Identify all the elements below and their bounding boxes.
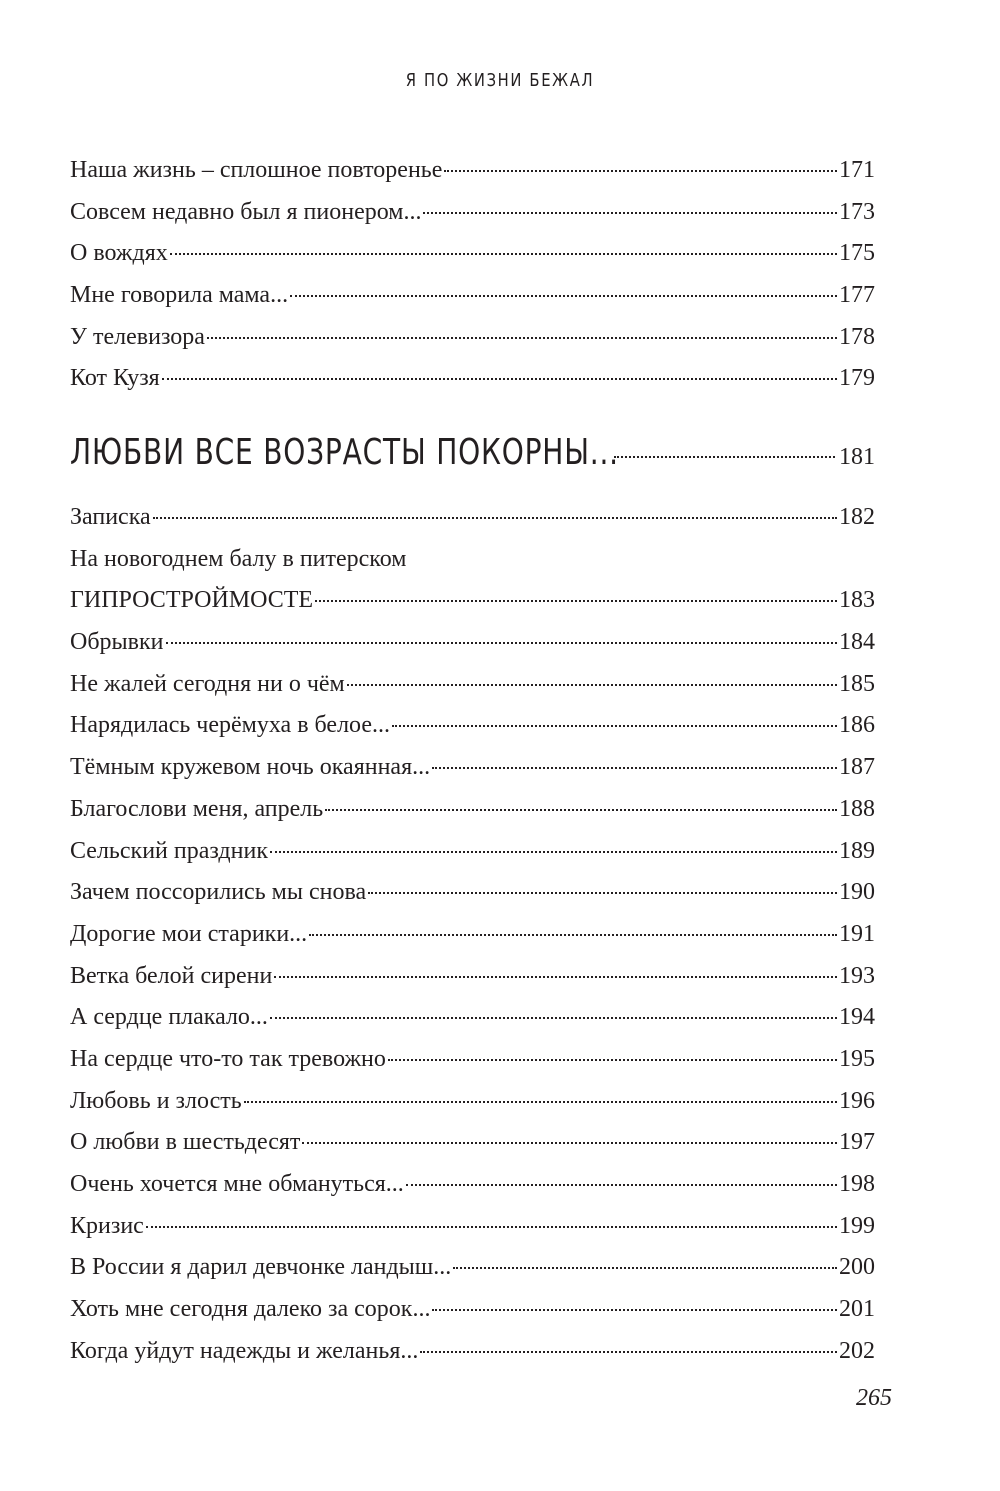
dot-leader (270, 850, 837, 853)
toc-entry-page: 175 (839, 240, 875, 267)
toc-entry[interactable] (70, 358, 875, 400)
toc-entry[interactable] (70, 914, 875, 956)
dot-leader (170, 252, 837, 255)
dot-leader (432, 766, 837, 769)
toc-entry[interactable] (70, 664, 875, 706)
toc-entry-page: 177 (839, 282, 875, 309)
toc-entry[interactable] (70, 192, 875, 234)
toc-entry-page: 198 (839, 1171, 875, 1197)
toc-entry[interactable] (70, 233, 875, 275)
toc-entry-title: Хоть мне сегодня далеко за сорок... (70, 1296, 431, 1323)
toc-entry[interactable] (70, 317, 875, 359)
toc-entry-title: Любовь и злость (70, 1087, 242, 1114)
toc-entry-page: 187 (839, 754, 875, 781)
toc-entry-page: 188 (839, 795, 875, 822)
toc-entry-title: Сельский праздник (70, 837, 268, 864)
dot-leader (444, 169, 837, 172)
toc-entry-title: Благослови меня, апрель (70, 795, 324, 822)
dot-leader (325, 808, 837, 811)
dot-leader (244, 1100, 837, 1103)
toc-entry-page: 197 (839, 1129, 875, 1156)
toc-entry[interactable] (70, 872, 875, 914)
toc-entry[interactable] (70, 705, 875, 747)
toc-entry[interactable] (70, 789, 875, 831)
running-head: Я ПО ЖИЗНИ БЕЖАЛ (405, 70, 595, 91)
toc-entry-title: Дорогие мои старики... (70, 920, 308, 947)
dot-leader (146, 1225, 837, 1228)
section-title: ЛЮБВИ ВСЕ ВОЗРАСТЫ ПОКОРНЫ... (70, 432, 619, 473)
toc-list-bottom (70, 497, 875, 1372)
toc-entry-page: 200 (839, 1254, 875, 1281)
toc-entry[interactable] (70, 150, 875, 192)
toc-entry-page: 196 (839, 1087, 875, 1114)
toc-entry[interactable] (70, 1289, 875, 1331)
toc-entry-page: 184 (839, 629, 875, 656)
dot-leader (290, 294, 837, 297)
toc-entry-title: О вождях (70, 240, 168, 267)
toc-entry-page: 171 (839, 157, 875, 183)
toc-entry-page: 199 (839, 1212, 875, 1239)
toc-entry-title: На новогоднем балу в питерском (70, 545, 407, 572)
toc-entry-title: Зачем поссорились мы снова (70, 879, 367, 906)
toc-entry-page: 202 (839, 1337, 875, 1364)
toc-entry-title: Наша жизнь – сплошное повторенье (70, 157, 443, 183)
toc-list-top (70, 150, 875, 400)
toc-entry[interactable] (70, 1206, 875, 1248)
toc-entry-page: 186 (839, 712, 875, 739)
toc-entry[interactable] (70, 1164, 875, 1206)
dot-leader (302, 1141, 837, 1144)
toc-entry-title: Очень хочется мне обмануться... (70, 1171, 404, 1197)
dot-leader (392, 724, 837, 727)
toc-entry[interactable] (70, 747, 875, 789)
toc-entry[interactable] (70, 1122, 875, 1164)
dot-leader (368, 891, 837, 894)
dot-leader (423, 211, 837, 214)
dot-leader (315, 599, 837, 602)
dot-leader (420, 1350, 837, 1353)
toc-entry-page: 182 (839, 504, 875, 530)
toc-entry[interactable] (70, 1247, 875, 1289)
dot-leader (347, 683, 837, 686)
toc-entry-title: Тёмным кружевом ночь окаянная... (70, 754, 431, 781)
dot-leader (309, 933, 837, 936)
section-heading-row[interactable] (70, 432, 875, 492)
toc-entry-page: 185 (839, 670, 875, 697)
toc-entry[interactable] (70, 831, 875, 873)
toc-entry-page: 194 (839, 1004, 875, 1031)
dot-leader (207, 336, 837, 339)
toc-entry-title: Записка (70, 504, 151, 530)
toc-entry[interactable] (70, 580, 875, 622)
dot-leader (153, 516, 837, 519)
toc-entry[interactable] (70, 997, 875, 1039)
toc-entry-title: Не жалей сегодня ни о чём (70, 670, 345, 697)
page-number: 265 (856, 1385, 892, 1411)
toc-entry-page: 193 (839, 962, 875, 989)
toc-entry[interactable] (70, 539, 875, 581)
dot-leader (614, 456, 835, 458)
toc-entry-page: 191 (839, 920, 875, 947)
toc-entry-title: Ветка белой сирени (70, 962, 273, 989)
toc-entry-title: Нарядилась черёмуха в белое... (70, 712, 391, 739)
dot-leader (453, 1266, 837, 1269)
toc-entry[interactable] (70, 497, 875, 539)
toc-entry-page: 178 (839, 323, 875, 350)
toc-entry-title: В России я дарил девчонке ландыш... (70, 1254, 452, 1281)
toc-entry[interactable] (70, 1331, 875, 1373)
toc-entry[interactable] (70, 1081, 875, 1123)
dot-leader (270, 1016, 837, 1019)
toc-entry-page: 179 (839, 365, 875, 392)
toc-entry-title: Кот Кузя (70, 365, 160, 392)
dot-leader (406, 1183, 837, 1186)
dot-leader (162, 377, 837, 380)
toc-entry-page: 195 (839, 1045, 875, 1072)
toc-entry[interactable] (70, 956, 875, 998)
toc-entry-title: О любви в шестьдесят (70, 1129, 301, 1156)
section-page-number: 181 (839, 444, 875, 470)
toc-entry-page: 190 (839, 879, 875, 906)
toc-entry-title: ГИПРОСТРОЙМОСТЕ (70, 587, 314, 614)
toc-entry-title: А сердце плакало... (70, 1004, 268, 1031)
toc-entry-title: Совсем недавно был я пионером... (70, 198, 422, 225)
toc-entry[interactable] (70, 1039, 875, 1081)
toc-entry-page: 183 (839, 587, 875, 614)
toc-entry[interactable] (70, 622, 875, 664)
dot-leader (274, 975, 837, 978)
toc-entry-title: Обрывки (70, 629, 164, 656)
toc-entry-page: 173 (839, 198, 875, 225)
toc-entry-title: На сердце что-то так тревожно (70, 1045, 386, 1072)
dot-leader (432, 1308, 837, 1311)
toc-entry-page: 201 (839, 1296, 875, 1323)
toc-entry-title: У телевизора (70, 323, 205, 350)
toc-entry-title: Кризис (70, 1212, 144, 1239)
toc-entry-page: 189 (839, 837, 875, 864)
toc-entry-title: Когда уйдут надежды и желанья... (70, 1337, 419, 1364)
toc-entry-title: Мне говорила мама... (70, 282, 289, 309)
dot-leader (166, 641, 837, 644)
dot-leader (388, 1058, 837, 1061)
toc-entry[interactable] (70, 275, 875, 317)
